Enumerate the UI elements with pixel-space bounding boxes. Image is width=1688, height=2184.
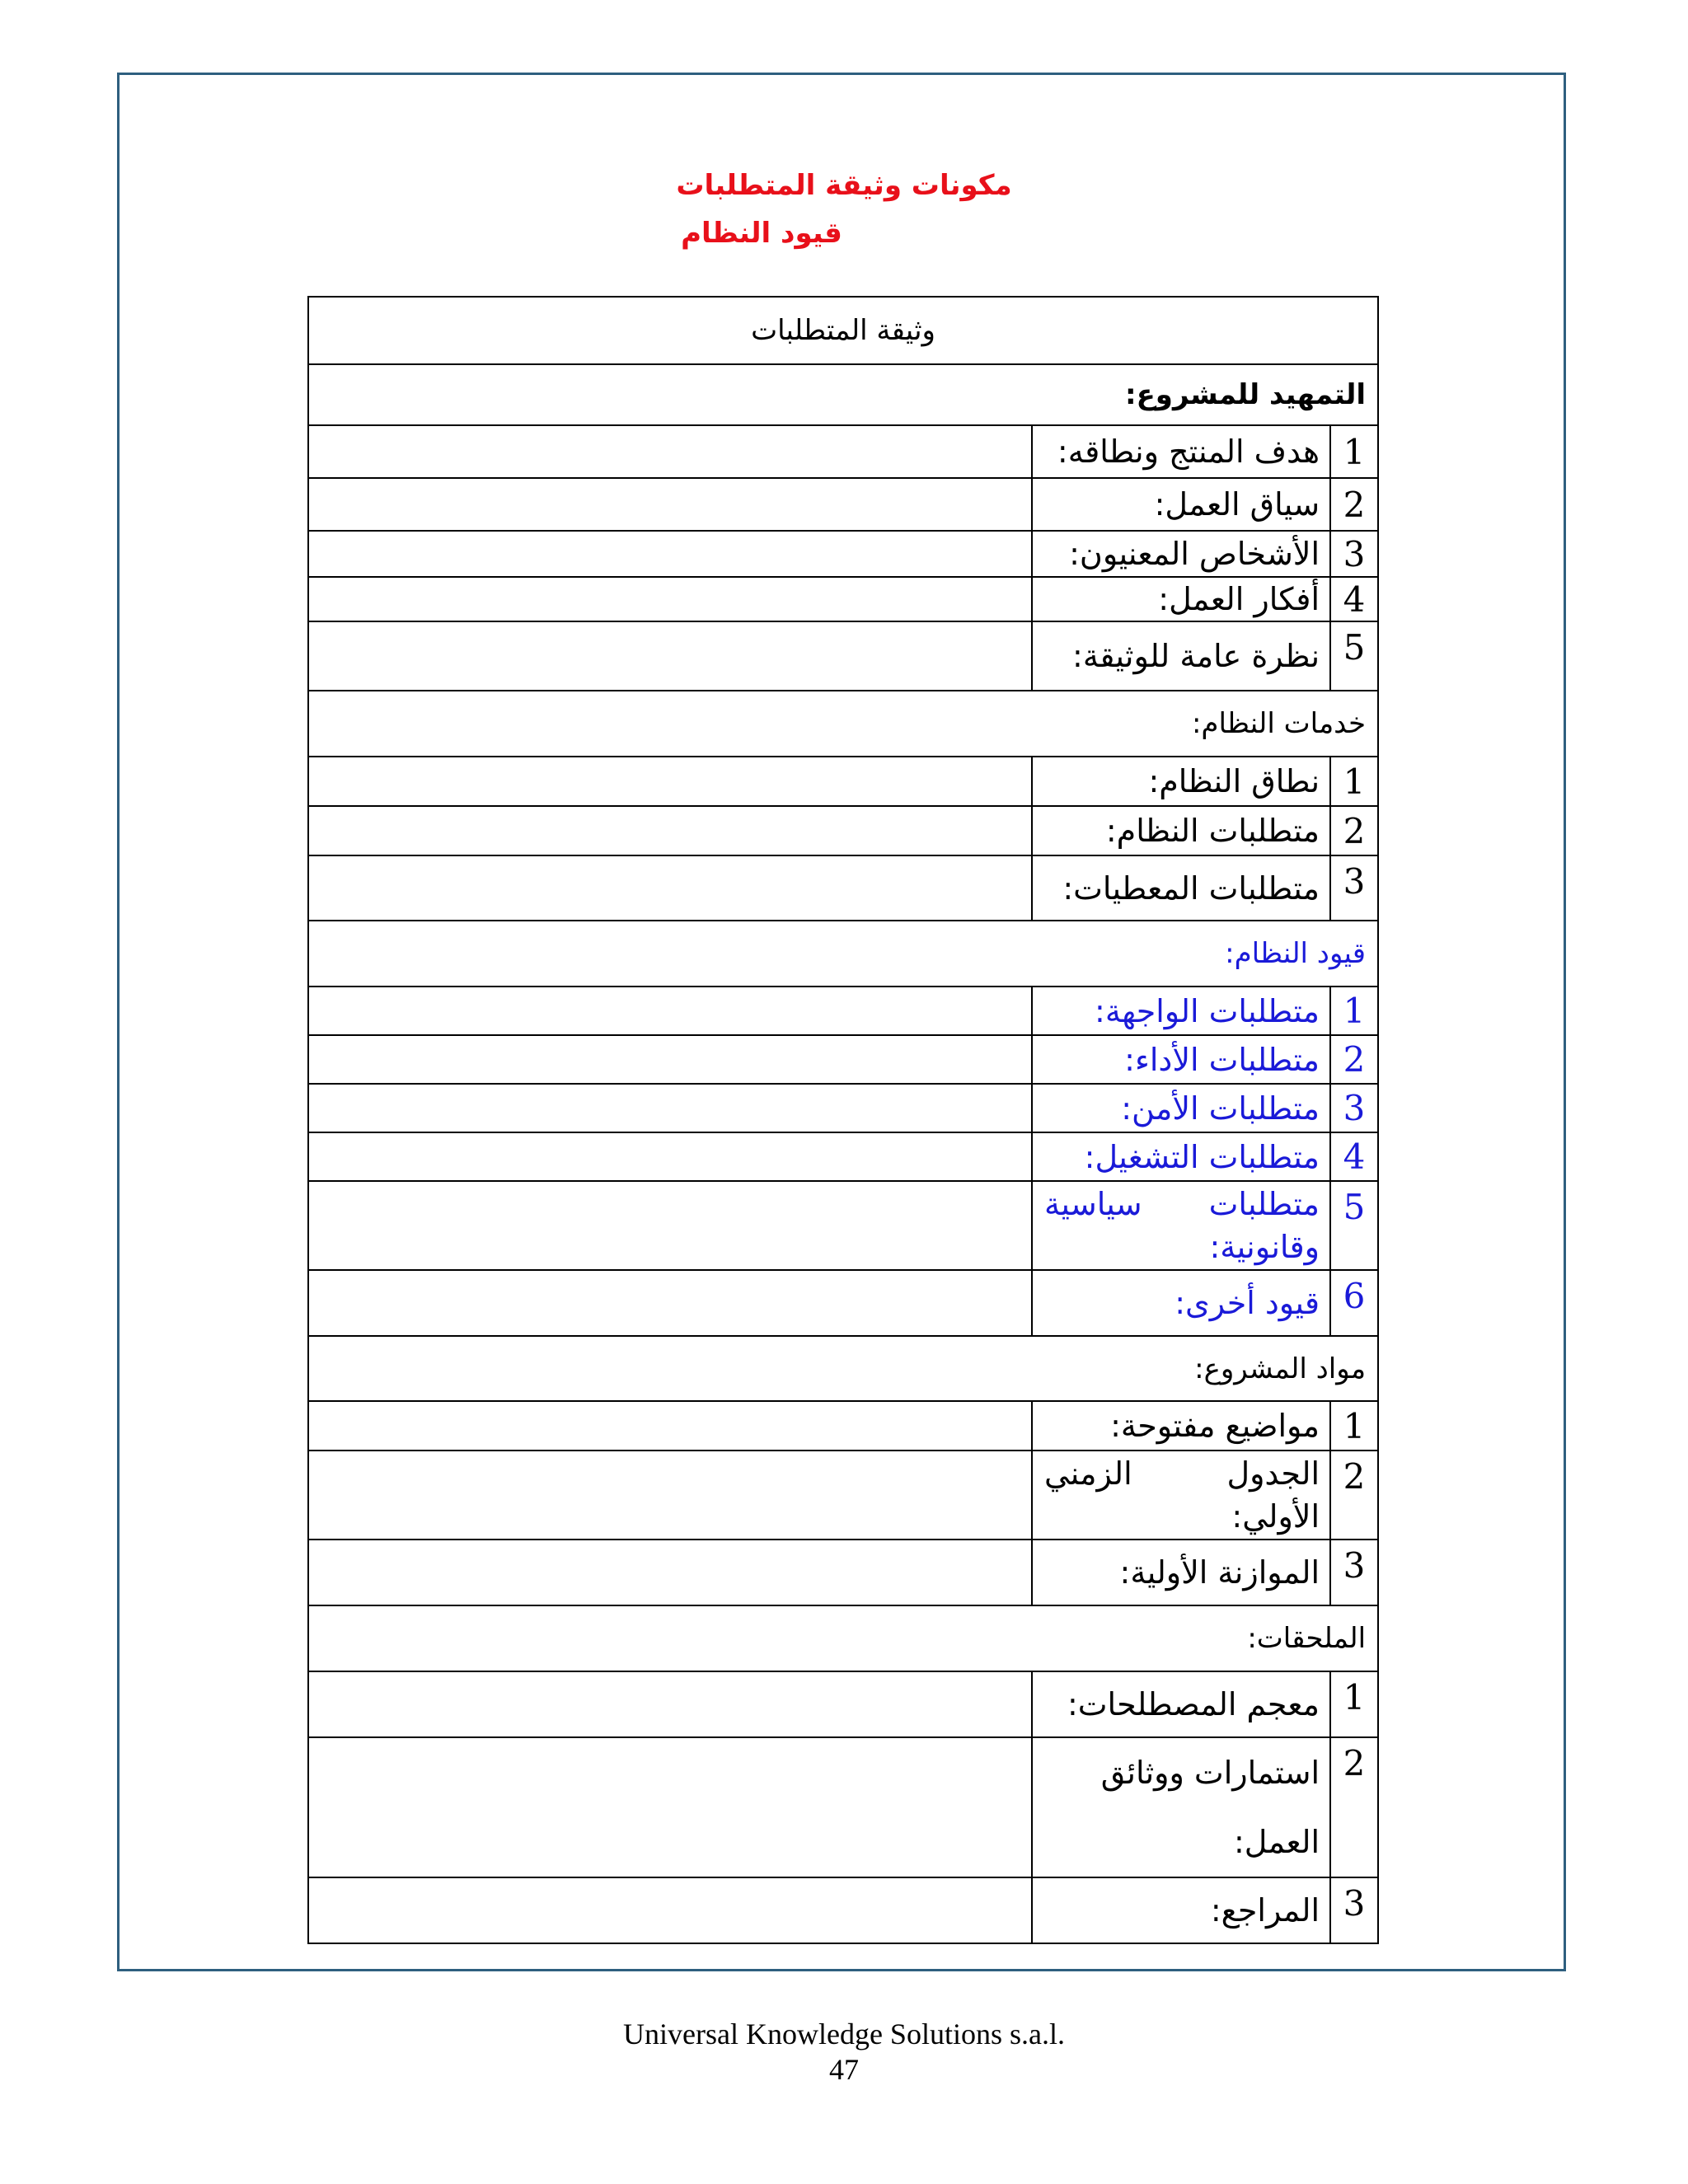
- item-number: 2: [1330, 1451, 1378, 1540]
- item-number: 1: [1330, 987, 1378, 1035]
- item-value-cell: [308, 478, 1032, 531]
- section-heading-appendices: الملحقات:: [308, 1605, 1378, 1671]
- item-number: 3: [1330, 1877, 1378, 1943]
- table-row: [308, 1877, 1378, 1943]
- section-heading-project-materials: مواد المشروع:: [308, 1336, 1378, 1401]
- item-value-cell: [308, 1084, 1032, 1132]
- item-label: قيود أخرى:: [1032, 1270, 1330, 1336]
- table-row: [308, 1132, 1378, 1181]
- table-row: [308, 531, 1378, 577]
- table-row: [308, 1540, 1378, 1605]
- section-heading-system-services: خدمات النظام:: [308, 691, 1378, 757]
- table-row: [308, 855, 1378, 921]
- item-number: 2: [1330, 806, 1378, 855]
- requirements-document-table: [307, 296, 1379, 1944]
- item-value-cell: [308, 1401, 1032, 1451]
- item-label: المراجع:: [1032, 1877, 1330, 1943]
- item-number: 5: [1330, 1181, 1378, 1270]
- item-label: متطلبات الأمن:: [1032, 1084, 1330, 1132]
- item-value-cell: [308, 757, 1032, 806]
- item-value-cell: [308, 1671, 1032, 1737]
- item-label: سياق العمل:: [1032, 478, 1330, 531]
- item-label: متطلبات المعطيات:: [1032, 855, 1330, 921]
- item-label: الموازنة الأولية:: [1032, 1540, 1330, 1605]
- page-subtitle: قيود النظام: [681, 217, 842, 250]
- item-value-cell: [308, 806, 1032, 855]
- item-label: معجم المصطلحات:: [1032, 1671, 1330, 1737]
- item-number: 6: [1330, 1270, 1378, 1336]
- table-row: [308, 1181, 1378, 1270]
- table-row: [308, 1401, 1378, 1451]
- item-label: متطلبات النظام:: [1032, 806, 1330, 855]
- item-number: 3: [1330, 1540, 1378, 1605]
- item-number: 2: [1330, 1035, 1378, 1084]
- item-value-cell: [308, 855, 1032, 921]
- item-label: استمارات ووثائق العمل:: [1032, 1737, 1330, 1877]
- item-number: 4: [1330, 1132, 1378, 1181]
- table-row: [308, 621, 1378, 691]
- item-label: متطلبات الأداء:: [1032, 1035, 1330, 1084]
- table-row: [308, 1270, 1378, 1336]
- table-row: [308, 425, 1378, 478]
- section-heading-row: [308, 921, 1378, 987]
- footer-organization: Universal Knowledge Solutions s.a.l.: [623, 2018, 1065, 2050]
- item-label: أفكار العمل:: [1032, 577, 1330, 621]
- item-label: الجدول الزمني الأولي:: [1032, 1451, 1330, 1540]
- item-label: متطلبات سياسية وقانونية:: [1032, 1181, 1330, 1270]
- item-number: 2: [1330, 478, 1378, 531]
- item-number: 1: [1330, 425, 1378, 478]
- item-value-cell: [308, 1540, 1032, 1605]
- page-number: 47: [829, 2053, 859, 2086]
- table-row: [308, 806, 1378, 855]
- item-value-cell: [308, 1035, 1032, 1084]
- table-row: [308, 1451, 1378, 1540]
- item-number: 5: [1330, 621, 1378, 691]
- section-heading-row: [308, 1336, 1378, 1401]
- item-label: الأشخاص المعنيون:: [1032, 531, 1330, 577]
- item-value-cell: [308, 1181, 1032, 1270]
- item-label: متطلبات التشغيل:: [1032, 1132, 1330, 1181]
- item-number: 3: [1330, 1084, 1378, 1132]
- item-number: 2: [1330, 1737, 1378, 1877]
- item-number: 3: [1330, 531, 1378, 577]
- section-heading-introduction: التمهيد للمشروع:: [308, 364, 1378, 425]
- table-row: [308, 987, 1378, 1035]
- item-number: 1: [1330, 1401, 1378, 1451]
- table-title-row: [308, 297, 1378, 364]
- item-label: متطلبات الواجهة:: [1032, 987, 1330, 1035]
- item-value-cell: [308, 425, 1032, 478]
- item-number: 3: [1330, 855, 1378, 921]
- table-row: [308, 1671, 1378, 1737]
- item-value-cell: [308, 621, 1032, 691]
- section-heading-row: [308, 1605, 1378, 1671]
- item-value-cell: [308, 987, 1032, 1035]
- table-title: وثيقة المتطلبات: [308, 297, 1378, 364]
- item-label: مواضيع مفتوحة:: [1032, 1401, 1330, 1451]
- item-label: هدف المنتج ونطاقه:: [1032, 425, 1330, 478]
- item-label: نظرة عامة للوثيقة:: [1032, 621, 1330, 691]
- table-row: [308, 757, 1378, 806]
- section-heading-row: [308, 364, 1378, 425]
- item-number: 1: [1330, 1671, 1378, 1737]
- table-row: [308, 1084, 1378, 1132]
- item-value-cell: [308, 1737, 1032, 1877]
- item-value-cell: [308, 1270, 1032, 1336]
- table-row: [308, 478, 1378, 531]
- item-value-cell: [308, 1451, 1032, 1540]
- item-value-cell: [308, 577, 1032, 621]
- table-row: [308, 1737, 1378, 1877]
- item-value-cell: [308, 531, 1032, 577]
- page-title: مكونات وثيقة المتطلبات: [676, 169, 1012, 202]
- item-value-cell: [308, 1132, 1032, 1181]
- item-label: نطاق النظام:: [1032, 757, 1330, 806]
- item-value-cell: [308, 1877, 1032, 1943]
- table-row: [308, 1035, 1378, 1084]
- section-heading-system-constraints: قيود النظام:: [308, 921, 1378, 987]
- section-heading-row: [308, 691, 1378, 757]
- item-number: 1: [1330, 757, 1378, 806]
- table-row: [308, 577, 1378, 621]
- item-number: 4: [1330, 577, 1378, 621]
